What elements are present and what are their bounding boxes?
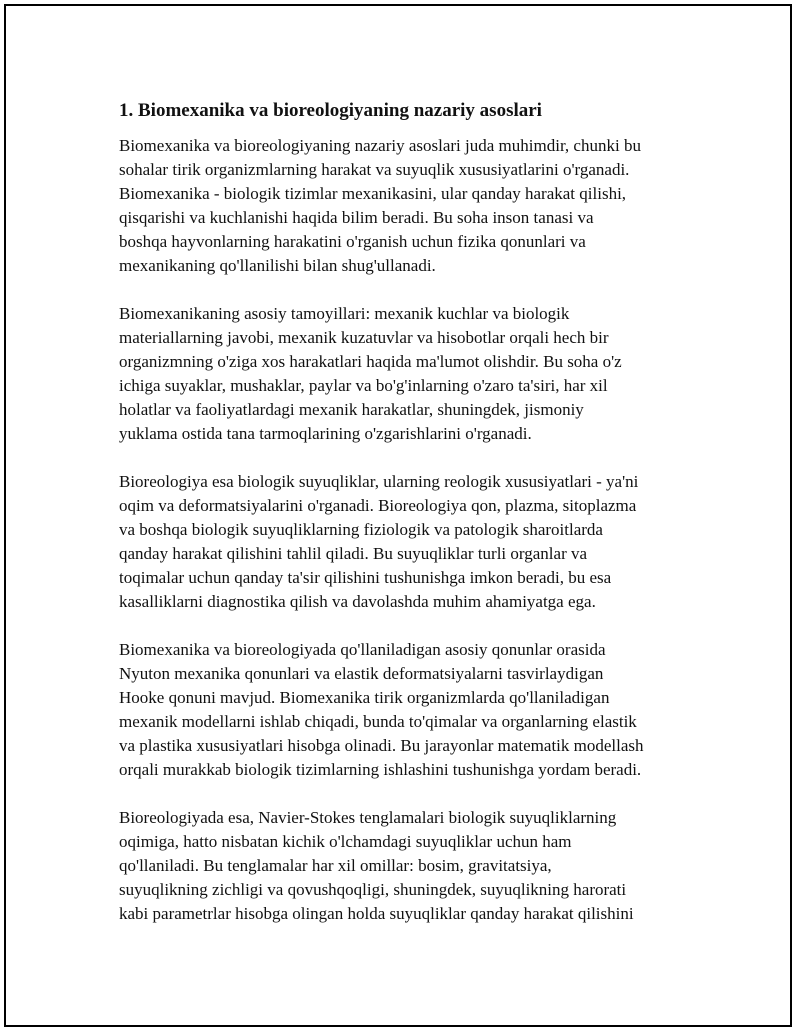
text-line: va plastika xususiyatlari hisobga olinadi. Bu jarayonlar matematik modellash [119,736,644,755]
paragraph-container [119,134,709,926]
section-heading: 1. Biomexanika va bioreologiyaning nazariy asoslari [119,100,542,121]
document-body [119,99,709,950]
text-line: va boshqa biologik suyuqliklarning fiziologik va patologik sharoitlarda [119,520,603,539]
text-line: yuklama ostida tana tarmoqlarining o'zgarishlarini o'rganadi. [119,424,532,443]
text-line: ichiga suyaklar, mushaklar, paylar va bo'g'inlarning o'zaro ta'siri, har xil [119,376,608,395]
text-line: Biomexanika va bioreologiyaning nazariy asoslari juda muhimdir, chunki bu [119,136,641,155]
text-line: Hooke qonuni mavjud. Biomexanika tirik organizmlarda qo'llaniladigan [119,688,610,707]
page-frame [4,4,792,1027]
paragraph [119,638,709,782]
text-line: Nyuton mexanika qonunlari va elastik deformatsiyalarni tasvirlaydigan [119,664,604,683]
text-line: holatlar va faoliyatlardagi mexanik harakatlar, shuningdek, jismoniy [119,400,584,419]
text-line: kasalliklarni diagnostika qilish va davolashda muhim ahamiyatga ega. [119,592,596,611]
text-line: orqali murakkab biologik tizimlarning ishlashini tushunishga yordam beradi. [119,760,642,779]
paragraph [119,470,709,614]
text-line: Biomexanika - biologik tizimlar mexanikasini, ular qanday harakat qilishi, [119,184,627,203]
text-line: oqimiga, hatto nisbatan kichik o'lchamdagi suyuqliklar uchun ham [119,832,572,851]
text-line: qisqarishi va kuchlanishi haqida bilim beradi. Bu soha inson tanasi va [119,208,594,227]
text-line: Biomexanikaning asosiy tamoyillari: mexanik kuchlar va biologik [119,304,570,323]
text-line: kabi parametrlar hisobga olingan holda suyuqliklar qanday harakat qilishini [119,904,634,923]
paragraph [119,302,709,446]
text-line: oqim va deformatsiyalarini o'rganadi. Bioreologiya qon, plazma, sitoplazma [119,496,637,515]
text-line: qo'llaniladi. Bu tenglamalar har xil omillar: bosim, gravitatsiya, [119,856,552,875]
text-line: suyuqlikning zichligi va qovushqoqligi, shuningdek, suyuqlikning harorati [119,880,627,899]
text-line: materiallarning javobi, mexanik kuzatuvlar va hisobotlar orqali hech bir [119,328,609,347]
paragraph [119,134,709,278]
text-line: boshqa hayvonlarning harakatini o'rganish uchun fizika qonunlari va [119,232,586,251]
text-line: Biomexanika va bioreologiyada qo'llaniladigan asosiy qonunlar orasida [119,640,606,659]
text-line: organizmning o'ziga xos harakatlari haqida ma'lumot olishdir. Bu soha o'z [119,352,622,371]
text-line: qanday harakat qilishini tahlil qiladi. Bu suyuqliklar turli organlar va [119,544,588,563]
text-line: mexanik modellarni ishlab chiqadi, bunda to'qimalar va organlarning elastik [119,712,637,731]
text-line: mexanikaning qo'llanilishi bilan shug'ullanadi. [119,256,436,275]
text-line: Bioreologiyada esa, Navier-Stokes tenglamalari biologik suyuqliklarning [119,808,617,827]
paragraph [119,806,709,926]
text-line: Bioreologiya esa biologik suyuqliklar, ularning reologik xususiyatlari - ya'ni [119,472,639,491]
text-line: toqimalar uchun qanday ta'sir qilishini tushunishga imkon beradi, bu esa [119,568,612,587]
text-line: sohalar tirik organizmlarning harakat va suyuqlik xususiyatlarini o'rganadi. [119,160,630,179]
